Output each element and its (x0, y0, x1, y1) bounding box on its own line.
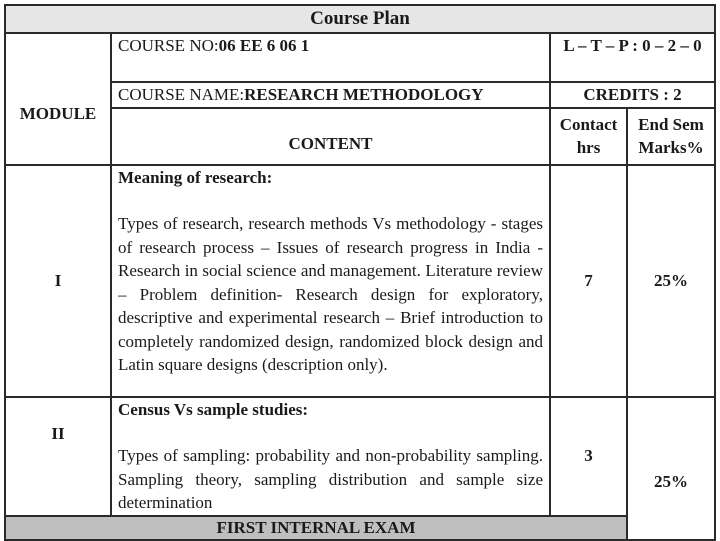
course-no-cell (111, 33, 550, 82)
module-contact-hrs: 3 (550, 397, 627, 516)
contact-hrs-header: Contact hrs (550, 108, 627, 165)
course-name-cell (111, 82, 550, 108)
module-marks: 25% (627, 165, 715, 397)
ltp-cell: L – T – P : 0 – 2 – 0 (550, 33, 715, 82)
page-title: Course Plan (5, 5, 715, 33)
module-row (5, 165, 715, 397)
module-topic-title: Meaning of research: (118, 167, 273, 187)
module-number: I (5, 165, 111, 397)
end-sem-marks-header: End Sem Marks% (627, 108, 715, 165)
module-topic-body: Types of research, research methods Vs methodology - stages of research process – Issues of research progress in India - Research in social science and management. Literature review – Problem definition- Research design for exploratory, descriptive and experimental research – Brief introduction to completely randomized design, randomized block design and Latin square designs (description only). (118, 214, 543, 374)
module-number: II (5, 397, 111, 516)
module-marks: 25% (627, 397, 715, 540)
course-no-value: 06 EE 6 06 1 (218, 36, 310, 55)
course-no-row (5, 33, 715, 82)
exam-row (5, 516, 715, 540)
module-contact-hrs: 7 (550, 165, 627, 397)
column-header-row (5, 108, 715, 165)
module-row (5, 397, 715, 516)
module-content (111, 397, 550, 516)
module-content (111, 165, 550, 397)
credits-cell: CREDITS : 2 (550, 82, 715, 108)
first-internal-exam-label: FIRST INTERNAL EXAM (5, 516, 627, 540)
course-plan-table (4, 4, 716, 541)
module-header: MODULE (5, 33, 111, 165)
course-no-label: COURSE NO: (118, 36, 219, 55)
module-topic-body: Types of sampling: probability and non-probability sampling. Sampling theory, sampling distribution and sample size determination (118, 446, 543, 512)
content-header: CONTENT (111, 108, 550, 165)
course-name-row (5, 82, 715, 108)
title-row (5, 5, 715, 33)
course-name-label: COURSE NAME: (118, 85, 245, 104)
course-name-value: RESEARCH METHODOLOGY (244, 85, 484, 104)
module-topic-title: Census Vs sample studies: (118, 399, 309, 419)
